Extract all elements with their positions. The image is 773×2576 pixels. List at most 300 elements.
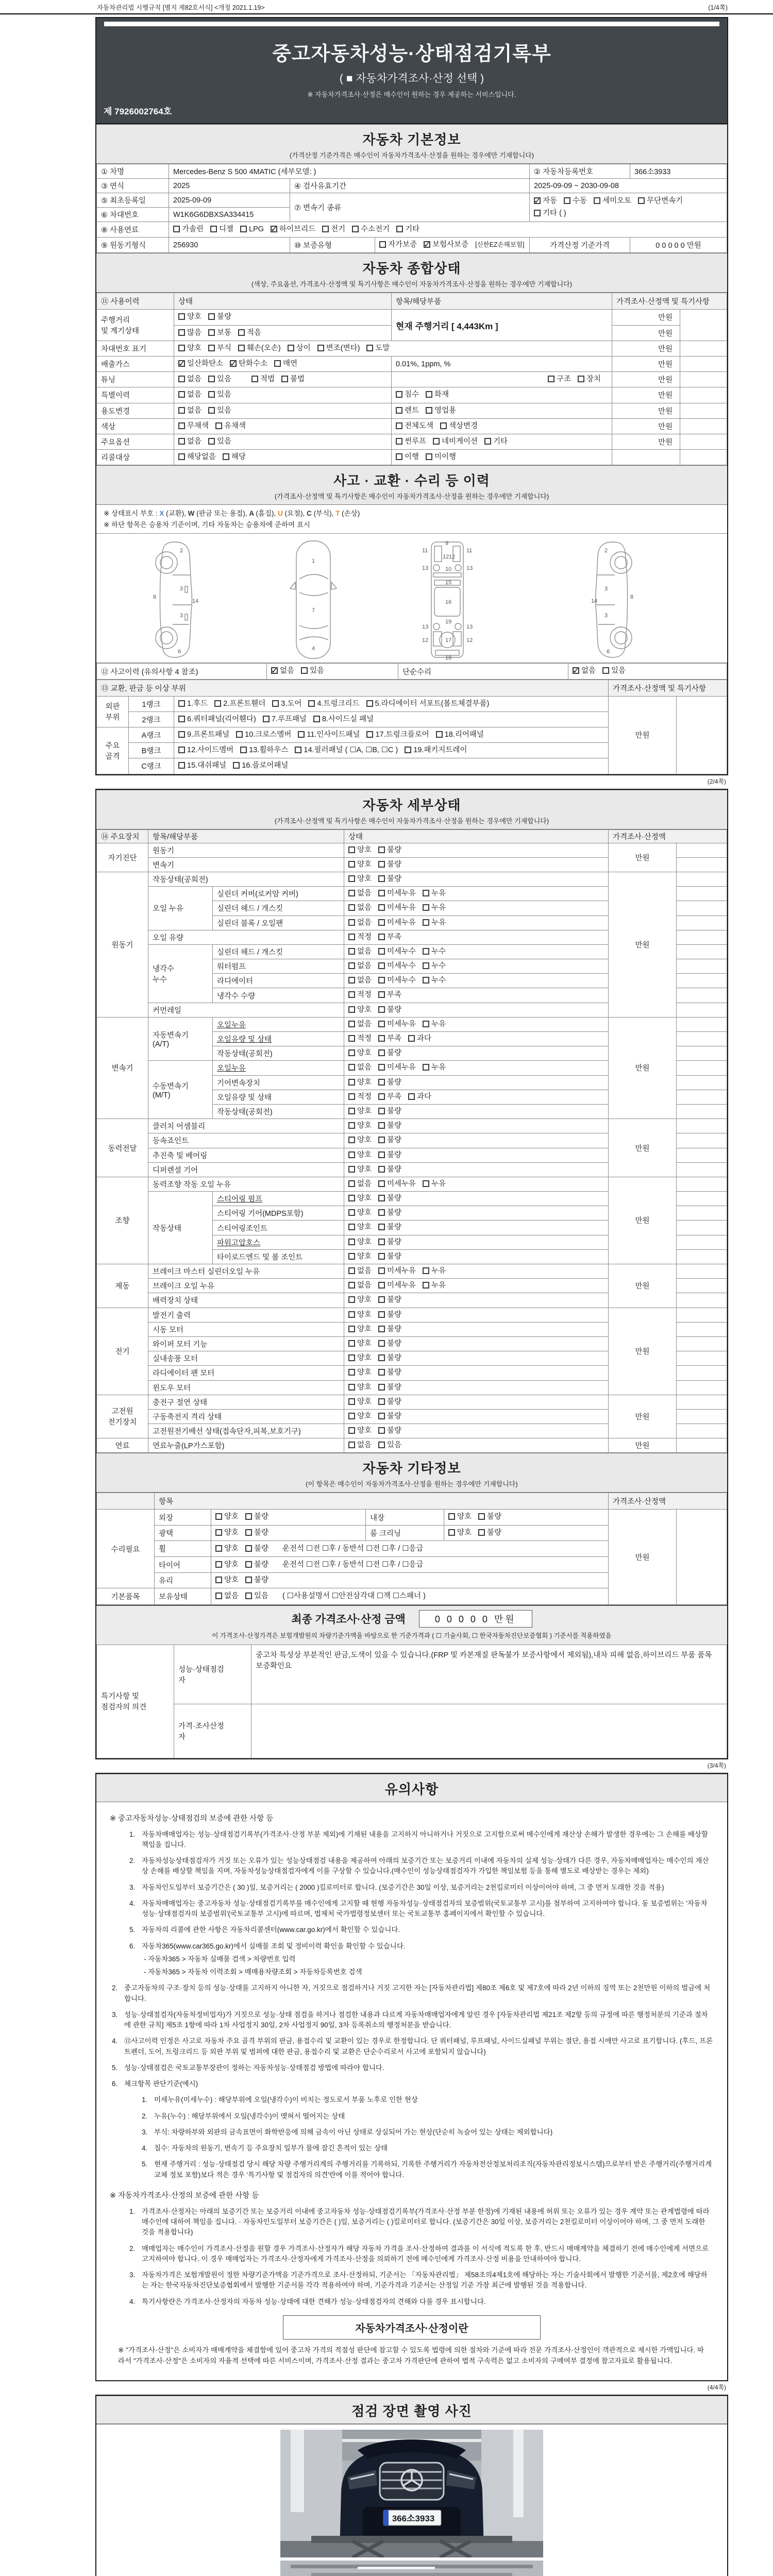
checkbox[interactable]: [378, 1369, 385, 1376]
checkbox[interactable]: [348, 1108, 355, 1114]
checkbox-option: [348, 975, 372, 987]
checkbox[interactable]: [208, 438, 215, 445]
part-label: 타이로드엔드 및 볼 조인트: [213, 1249, 344, 1264]
checkbox[interactable]: [378, 991, 385, 998]
checkbox[interactable]: [378, 962, 385, 969]
checkbox-option: [348, 1004, 372, 1016]
checkbox[interactable]: [308, 700, 315, 707]
checkbox[interactable]: [348, 1413, 355, 1419]
checkbox[interactable]: [378, 1021, 385, 1027]
checkbox[interactable]: [378, 1137, 385, 1143]
checkbox[interactable]: [210, 226, 217, 232]
checkbox[interactable]: [348, 846, 355, 853]
checkbox[interactable]: [208, 376, 215, 382]
checkbox[interactable]: [272, 700, 279, 707]
checkbox[interactable]: [378, 1311, 385, 1318]
checkbox[interactable]: [178, 700, 185, 707]
state-cell: [444, 1510, 609, 1525]
checkbox[interactable]: [564, 197, 570, 204]
checkbox[interactable]: [215, 1529, 222, 1536]
checkbox[interactable]: [378, 1049, 385, 1056]
checkbox[interactable]: [178, 407, 185, 414]
checkbox[interactable]: [173, 226, 180, 232]
checkbox-label: 무단변속기: [647, 197, 683, 206]
checkbox[interactable]: [348, 1354, 355, 1361]
checkbox[interactable]: [208, 329, 215, 336]
checkbox[interactable]: [208, 391, 215, 398]
field-label: ⑨ 원동기형식: [97, 238, 169, 253]
checkbox[interactable]: [396, 391, 402, 398]
checkbox[interactable]: [240, 747, 247, 753]
checkbox[interactable]: [396, 226, 403, 232]
checkbox[interactable]: [215, 1577, 222, 1583]
checkbox[interactable]: [348, 1398, 355, 1405]
checkbox[interactable]: [423, 977, 429, 984]
checkbox[interactable]: [378, 1006, 385, 1013]
checkbox[interactable]: [251, 376, 258, 382]
checkbox[interactable]: [178, 747, 185, 753]
checkbox[interactable]: [348, 1326, 355, 1332]
checkbox[interactable]: [348, 1253, 355, 1260]
svg-text:3: 3: [180, 613, 183, 619]
checkbox[interactable]: [348, 1064, 355, 1071]
state-cell: [344, 887, 609, 901]
checkbox[interactable]: [313, 716, 320, 722]
checkbox[interactable]: [396, 407, 402, 414]
checkbox[interactable]: [378, 875, 385, 882]
checkbox[interactable]: [178, 313, 185, 320]
checkbox[interactable]: [378, 1108, 385, 1114]
checkbox[interactable]: [378, 1180, 385, 1187]
checkbox-label: 불량: [387, 1078, 402, 1087]
checkbox-option: [173, 224, 204, 235]
state-cell: [344, 1235, 609, 1249]
checkbox[interactable]: [423, 890, 429, 896]
checkbox-option: [317, 343, 360, 354]
checkbox[interactable]: [178, 453, 185, 460]
checkbox[interactable]: [378, 1442, 385, 1448]
overall-state-table: [96, 293, 727, 465]
checkbox[interactable]: [378, 1079, 385, 1086]
checkbox[interactable]: [396, 453, 402, 460]
checkbox[interactable]: [378, 1384, 385, 1391]
checkbox-option: [208, 389, 231, 401]
checkbox[interactable]: [548, 376, 554, 382]
checkbox[interactable]: [178, 329, 185, 336]
checkbox[interactable]: [348, 962, 355, 969]
checkbox[interactable]: [378, 861, 385, 868]
checkbox-label: 15.대쉬패널: [187, 761, 227, 770]
checkbox[interactable]: [423, 1282, 429, 1289]
checkbox[interactable]: [348, 1282, 355, 1289]
checkbox[interactable]: [578, 376, 584, 382]
checkbox[interactable]: [378, 1239, 385, 1245]
checkbox-option: [405, 744, 467, 756]
checkbox[interactable]: [178, 762, 185, 769]
state-cell: [174, 387, 392, 403]
notice-section-header: [96, 1774, 727, 1802]
note-cell: [676, 1104, 727, 1118]
note-cell: [676, 887, 727, 901]
checkbox-label: 없음: [357, 918, 372, 927]
checkbox[interactable]: [378, 1209, 385, 1216]
checkbox[interactable]: [426, 453, 432, 460]
checkbox[interactable]: [348, 977, 355, 984]
checkbox[interactable]: [348, 1442, 355, 1448]
checkbox-option: [424, 239, 468, 251]
state-cell: [344, 1395, 609, 1409]
checkbox[interactable]: [245, 1529, 252, 1536]
checkbox[interactable]: [478, 1529, 485, 1536]
checkbox[interactable]: [348, 861, 355, 868]
etc-category-label: 수리필요: [97, 1510, 155, 1588]
checkbox[interactable]: [178, 716, 185, 722]
section-title: 유의사항: [384, 1781, 439, 1797]
car-photo-front: [280, 2430, 543, 2557]
checkbox[interactable]: [245, 1561, 252, 1568]
checkbox[interactable]: [379, 241, 386, 248]
checkbox[interactable]: [423, 1021, 429, 1027]
checkbox[interactable]: [378, 1093, 385, 1100]
checkbox[interactable]: [178, 345, 185, 351]
checkbox[interactable]: [366, 700, 373, 707]
checkbox[interactable]: [396, 422, 402, 429]
checkbox[interactable]: [433, 438, 440, 445]
checkbox-label: 부식: [217, 344, 232, 352]
checkbox[interactable]: [534, 210, 541, 216]
checkbox[interactable]: [295, 747, 301, 753]
checkbox-label: 없음: [187, 391, 202, 399]
part-label: 등속죠인트: [148, 1133, 344, 1148]
checkbox[interactable]: [378, 1340, 385, 1347]
checkbox[interactable]: [484, 438, 491, 445]
checkbox-label: 렌트: [405, 406, 419, 415]
checkbox[interactable]: [215, 422, 222, 429]
note-cell: [680, 450, 727, 465]
state-cell: [344, 1336, 609, 1351]
price-cell: [612, 450, 680, 465]
checkbox[interactable]: [436, 731, 443, 738]
part-label: 구동축전지 격리 상태: [148, 1409, 344, 1423]
checkbox[interactable]: [288, 345, 294, 351]
checkbox[interactable]: [348, 1151, 355, 1158]
checkbox[interactable]: [223, 453, 229, 460]
checkbox-option: [396, 451, 419, 463]
checkbox[interactable]: [215, 1513, 222, 1520]
checkbox[interactable]: [348, 1166, 355, 1173]
checkbox[interactable]: [378, 1166, 385, 1173]
checkbox-option: [378, 960, 416, 972]
checkbox[interactable]: [245, 1577, 252, 1583]
checkbox-option: [348, 873, 372, 885]
checkbox[interactable]: [448, 1513, 455, 1520]
checkbox-option: [245, 1543, 268, 1555]
checkbox[interactable]: [348, 1180, 355, 1187]
checkbox[interactable]: [352, 226, 359, 232]
checkbox[interactable]: [178, 731, 185, 738]
checkbox-label: 적정: [357, 991, 372, 999]
checkbox[interactable]: [238, 345, 245, 351]
checkbox[interactable]: [378, 1267, 385, 1274]
checkbox-label: 유채색: [224, 421, 246, 430]
checkbox[interactable]: [245, 1592, 252, 1599]
checkbox[interactable]: [378, 1224, 385, 1230]
checkbox[interactable]: [426, 407, 432, 414]
checkbox-option: [378, 1047, 401, 1059]
checkbox[interactable]: [215, 1545, 222, 1552]
field-label: 가격산정 기준가격: [530, 238, 630, 253]
checkbox-option: [178, 343, 201, 354]
checkbox-option: [378, 1309, 401, 1321]
checkbox[interactable]: [348, 1122, 355, 1129]
checkbox[interactable]: [271, 226, 277, 232]
checkbox[interactable]: [245, 1545, 252, 1552]
checkbox[interactable]: [348, 1209, 355, 1216]
table-row: [97, 387, 727, 403]
checkbox[interactable]: [348, 1195, 355, 1201]
checkbox[interactable]: [408, 1035, 415, 1042]
checkbox[interactable]: [215, 1561, 222, 1568]
checkbox[interactable]: [423, 1180, 429, 1187]
svg-text:9: 9: [445, 540, 449, 547]
checkbox[interactable]: [378, 1326, 385, 1332]
checkbox-label: 없음: [187, 406, 202, 415]
checkbox[interactable]: [245, 1513, 252, 1520]
note-cell: [676, 1235, 727, 1249]
checkbox[interactable]: [348, 1224, 355, 1230]
checkbox[interactable]: [378, 934, 385, 940]
checkbox[interactable]: [378, 1398, 385, 1405]
checkbox-label: 16.플로어패널: [242, 761, 289, 770]
checkbox-label: 수동: [573, 197, 587, 206]
note-cell: [676, 1293, 727, 1308]
checkbox[interactable]: [348, 1006, 355, 1013]
checkbox-label: 색상변경: [449, 421, 478, 430]
part-label: 브레이크 마스터 실린더오일 누유: [148, 1264, 344, 1279]
checkbox[interactable]: [378, 1064, 385, 1071]
table-row: [97, 418, 727, 434]
checkbox[interactable]: [178, 376, 185, 382]
column-header: 항목/해당부품: [392, 293, 612, 310]
checkbox[interactable]: [348, 904, 355, 911]
car-diagram-bottom: [422, 540, 473, 659]
page-marker-2: (2/4쪽): [707, 777, 726, 785]
notice-item: 4. ⑫사고이력 인정은 사고로 자동차 주요 골격 부위의 판금, 용접수리 및 교환이 있는 경우로 한정합니다. 단 쿼터패널, 루프패널, 사이드실패널 부위는 절단, 용접 시에만 사고로 표기합니다. (후드, 프론트펜더, 도어, 트렁크리드 등 외판 부위 및 범퍼에 대한 판금, 용접수리 및 교환은 단순수리로서 사고에 포함되지 않습니다): [112, 2037, 713, 2056]
checkbox-label: 누유: [431, 1281, 446, 1290]
checkbox[interactable]: [348, 1093, 355, 1100]
checkbox[interactable]: [348, 1035, 355, 1042]
checkbox-option: [178, 420, 209, 432]
checkbox[interactable]: [378, 1253, 385, 1260]
checkbox[interactable]: [423, 1267, 429, 1274]
checkbox[interactable]: [178, 391, 185, 398]
checkbox[interactable]: [378, 1282, 385, 1289]
checkbox[interactable]: [423, 904, 429, 911]
checkbox[interactable]: [322, 226, 329, 232]
price-cell: 만원: [612, 403, 680, 418]
checkbox-option: [423, 1280, 446, 1292]
checkbox[interactable]: [423, 962, 429, 969]
checkbox[interactable]: [424, 241, 430, 248]
checkbox[interactable]: [348, 1079, 355, 1086]
item-cell: [392, 372, 612, 387]
checkbox-option: [478, 1527, 501, 1539]
checkbox-option: [348, 859, 372, 871]
state-cell: [344, 1104, 609, 1118]
checkbox-label: 없음: [187, 375, 202, 384]
checkbox[interactable]: [378, 1035, 385, 1042]
checkbox[interactable]: [378, 1413, 385, 1419]
part-label: 냉각수 수량: [213, 988, 344, 1003]
table-header-row: [97, 1493, 727, 1510]
checkbox[interactable]: [281, 376, 288, 382]
checkbox[interactable]: [348, 890, 355, 896]
checkbox[interactable]: [208, 345, 215, 351]
checkbox-option: [215, 1574, 239, 1586]
checkbox-label: 해당: [231, 453, 246, 462]
checkbox-label: 11.인사이드패널: [307, 731, 360, 739]
svg-text:13: 13: [422, 565, 429, 572]
checkbox[interactable]: [301, 667, 308, 674]
checkbox[interactable]: [348, 948, 355, 955]
checkbox-option: [348, 844, 372, 856]
checkbox-label: 자동: [543, 197, 558, 206]
checkbox[interactable]: [348, 1021, 355, 1027]
checkbox-label: 누유: [431, 1063, 446, 1072]
checkbox[interactable]: [594, 197, 600, 204]
checkbox[interactable]: [423, 1064, 429, 1071]
checkbox[interactable]: [378, 904, 385, 911]
title-header: [96, 18, 727, 124]
checkbox[interactable]: [348, 1049, 355, 1056]
part-label: 오일누유: [213, 1017, 344, 1031]
checkbox[interactable]: [426, 391, 432, 398]
checkbox[interactable]: [348, 991, 355, 998]
checkbox[interactable]: [240, 226, 247, 232]
checkbox[interactable]: [423, 948, 429, 955]
state-code-desc: (부식),: [313, 510, 336, 518]
checkbox[interactable]: [366, 345, 373, 351]
panel-items-cell: [174, 711, 609, 727]
checkbox[interactable]: [378, 1296, 385, 1303]
checkbox[interactable]: [238, 329, 245, 336]
checkbox[interactable]: [378, 1122, 385, 1129]
checkbox[interactable]: [317, 345, 324, 351]
checkbox[interactable]: [348, 1340, 355, 1347]
checkbox[interactable]: [230, 360, 237, 367]
accident-notes: [96, 505, 727, 534]
checkbox[interactable]: [440, 422, 447, 429]
checkbox[interactable]: [348, 919, 355, 926]
checkbox[interactable]: [348, 1427, 355, 1434]
checkbox[interactable]: [348, 1369, 355, 1376]
checkbox[interactable]: [534, 197, 541, 204]
checkbox[interactable]: [274, 360, 281, 367]
checkbox-label: 양호: [357, 1397, 372, 1406]
checkbox[interactable]: [378, 890, 385, 896]
checkbox[interactable]: [178, 360, 185, 367]
checkbox[interactable]: [348, 875, 355, 882]
usage-label: 주행거리 및 계기상태: [97, 310, 174, 341]
checkbox[interactable]: [348, 1267, 355, 1274]
part-label: 실내송풍 모터: [148, 1351, 344, 1366]
checkbox-label: 있음: [217, 391, 232, 399]
checkbox[interactable]: [298, 731, 305, 738]
checkbox[interactable]: [236, 731, 243, 738]
checkbox[interactable]: [573, 667, 579, 674]
checkbox[interactable]: [214, 700, 221, 707]
checkbox[interactable]: [178, 422, 185, 429]
checkbox[interactable]: [271, 667, 278, 674]
page-meta: [0, 0, 773, 14]
checkbox[interactable]: [215, 1592, 222, 1599]
checkbox[interactable]: [348, 1239, 355, 1245]
checkbox[interactable]: [602, 667, 609, 674]
base-price-value: 0 0 0 0 0 만원: [630, 238, 727, 253]
table-row: [97, 843, 727, 857]
checkbox[interactable]: [478, 1513, 485, 1520]
checkbox-label: 불량: [387, 860, 402, 869]
checkbox-label: 적정: [357, 1035, 372, 1043]
checkbox[interactable]: [263, 716, 270, 722]
checkbox[interactable]: [348, 1137, 355, 1143]
state-cell: [344, 974, 609, 988]
svg-text:6: 6: [178, 649, 181, 655]
checkbox-label: 양호: [224, 1544, 239, 1553]
checkbox[interactable]: [448, 1529, 455, 1536]
state-cell: [344, 872, 609, 886]
checkbox[interactable]: [408, 1093, 415, 1100]
final-price-label: 최종 가격조사·산정 금액: [291, 1613, 406, 1625]
checkbox[interactable]: [178, 438, 185, 445]
checkbox[interactable]: [378, 1354, 385, 1361]
checkbox[interactable]: [405, 747, 411, 753]
checkbox[interactable]: [348, 1384, 355, 1391]
checkbox-option: [348, 1396, 372, 1408]
price-cell: 만원: [608, 1308, 676, 1395]
simple-repair-label: 단순수리: [398, 664, 568, 679]
checkbox[interactable]: [233, 762, 240, 769]
checkbox[interactable]: [208, 407, 215, 414]
checkbox[interactable]: [378, 919, 385, 926]
checkbox-option: [348, 1367, 372, 1379]
checkbox[interactable]: [638, 197, 645, 204]
table-row: [97, 341, 727, 356]
checkbox-option: [366, 343, 390, 354]
checkbox[interactable]: [423, 919, 429, 926]
checkbox[interactable]: [396, 438, 402, 445]
checkbox-option: [348, 1077, 372, 1089]
checkbox[interactable]: [378, 948, 385, 955]
checkbox[interactable]: [378, 1427, 385, 1434]
checkbox[interactable]: [378, 846, 385, 853]
checkbox[interactable]: [378, 977, 385, 984]
etc-item-label: 광택: [155, 1525, 211, 1540]
checkbox[interactable]: [378, 1195, 385, 1201]
checkbox[interactable]: [348, 1311, 355, 1318]
checkbox[interactable]: [348, 1296, 355, 1303]
checkbox[interactable]: [366, 731, 373, 738]
checkbox-label: 8.사이드실 패널: [322, 715, 374, 723]
checkbox-option: [378, 1207, 401, 1219]
checkbox[interactable]: [378, 1151, 385, 1158]
state-cell: [344, 1075, 609, 1090]
notice-item: 1. 가격조사·산정자는 아래의 보증기간 또는 보증거리 이내에 중고자동차 성능·상태점검기록부(가격조사·산정 부분 한정)에 기재된 내용에 허위 또는 오류가 있는 경우 계약 또는 관계법령에 따라 매수인에 대하여 책임을 집니다. · 자동차인도일부터 보증기간은 ( )일, 보증거리는 ( )킬로미터로 합니다. (보증기간은 30일 이상, 보증거리는 2천킬로미터 이상이어야 하며, 그 중 먼저 도래한 것을 적용합니다): [129, 2207, 710, 2236]
part-label: 클러치 어셈블리: [148, 1119, 344, 1133]
checkbox-option: [378, 1367, 401, 1379]
checkbox[interactable]: [208, 313, 215, 320]
checkbox[interactable]: [348, 934, 355, 940]
